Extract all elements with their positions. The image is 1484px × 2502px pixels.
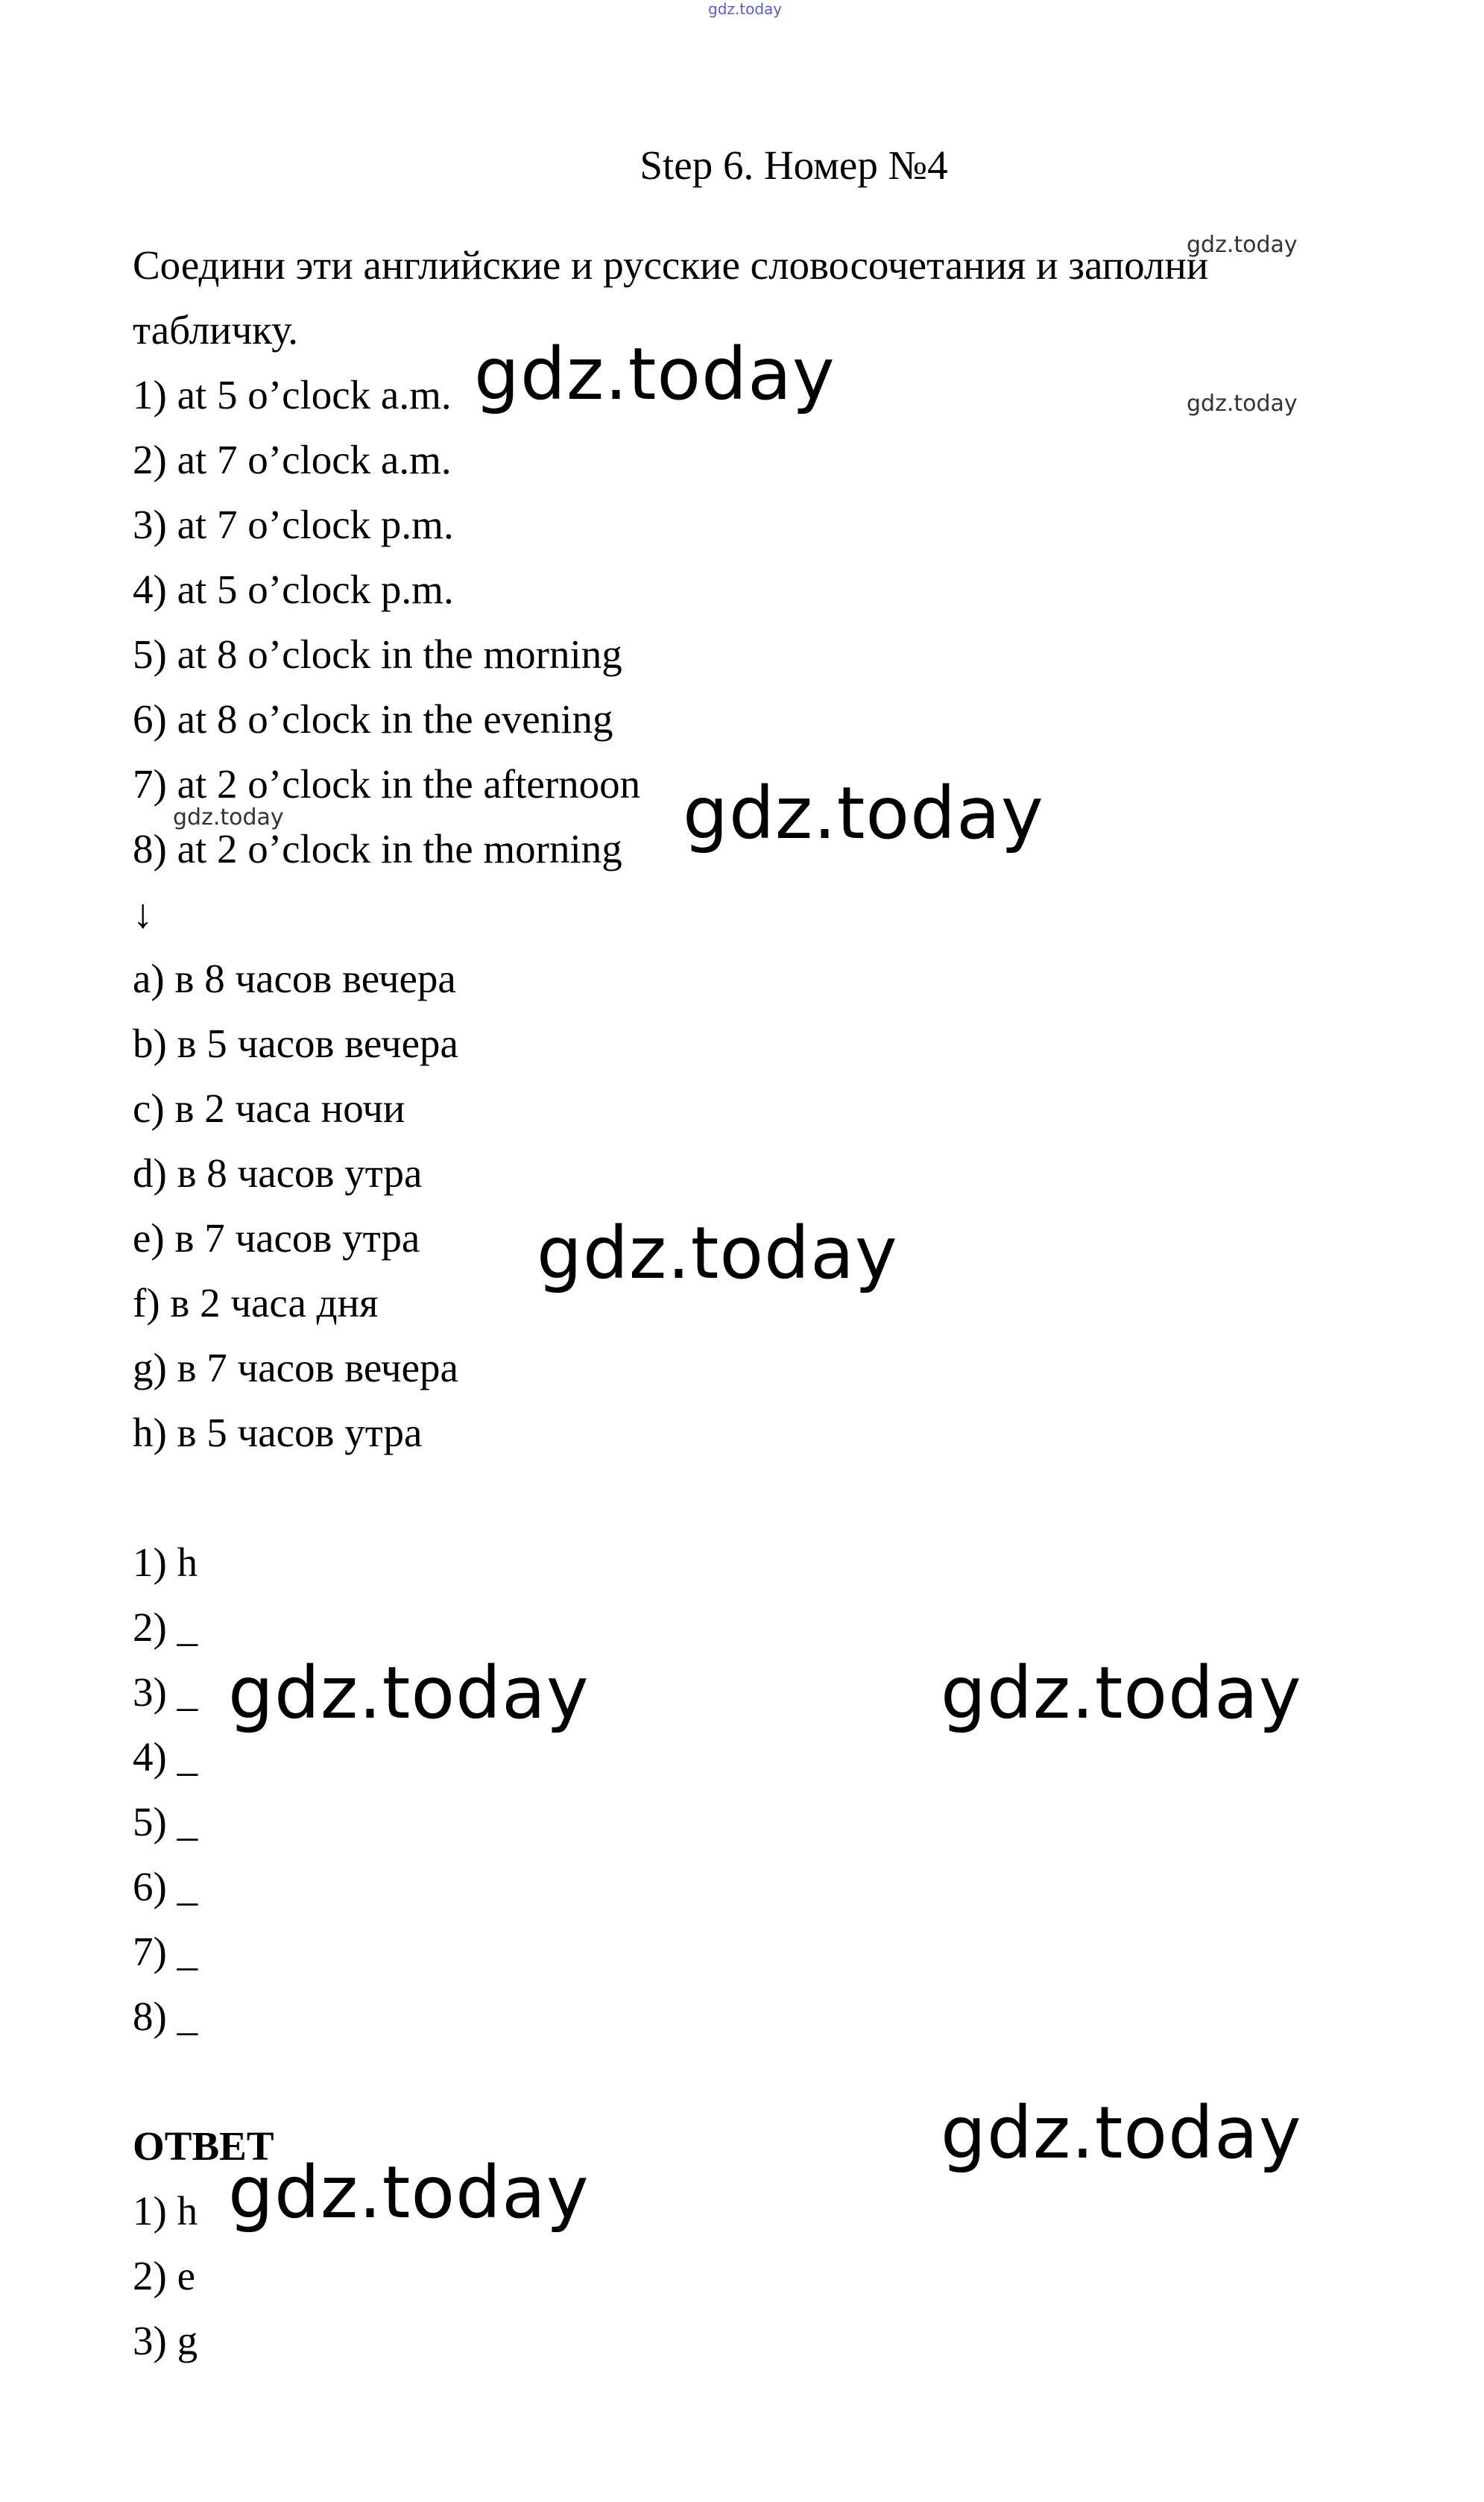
english-item: 6) at 8 o’clock in the evening bbox=[133, 696, 613, 742]
english-item: 2) at 7 o’clock a.m. bbox=[133, 437, 452, 482]
watermark: gdz.today bbox=[941, 1651, 1302, 1735]
table-item: 3) _ bbox=[133, 1669, 198, 1715]
answer-item: 3) g bbox=[133, 2318, 198, 2363]
instruction-line: Соедини эти английские и русские словосочетания и заполни bbox=[133, 242, 1209, 288]
document-body bbox=[133, 233, 1310, 2373]
english-item: 3) at 7 o’clock p.m. bbox=[133, 502, 454, 547]
watermark: gdz.today bbox=[474, 333, 836, 416]
spacer bbox=[133, 1465, 1310, 1530]
table-item: 2) _ bbox=[133, 1604, 198, 1650]
russian-item: h) в 5 часов утра bbox=[133, 1410, 423, 1455]
english-item: 4) at 5 o’clock p.m. bbox=[133, 567, 454, 612]
english-item: 1) at 5 o’clock a.m. bbox=[133, 372, 452, 417]
down-arrow: ↓ bbox=[133, 891, 154, 936]
russian-item: c) в 2 часа ночи bbox=[133, 1085, 405, 1131]
table-item: 8) _ bbox=[133, 1994, 198, 2039]
english-item: 8) at 2 o’clock in the morning bbox=[133, 826, 622, 872]
russian-item: d) в 8 часов утра bbox=[133, 1150, 423, 1196]
english-item: 5) at 8 o’clock in the morning bbox=[133, 631, 622, 677]
watermark: gdz.today bbox=[941, 2091, 1302, 2175]
watermark: gdz.today bbox=[683, 772, 1044, 855]
answer-heading: ОТВЕТ bbox=[133, 2123, 274, 2169]
english-item: 7) at 2 o’clock in the afternoon bbox=[133, 761, 641, 807]
watermark: gdz.today bbox=[1187, 232, 1298, 258]
page-title: Step 6. Номер №4 bbox=[640, 142, 948, 188]
russian-item: f) в 2 часа дня bbox=[133, 1280, 379, 1326]
russian-item: b) в 5 часов вечера bbox=[133, 1021, 458, 1066]
table-item: 7) _ bbox=[133, 1929, 198, 1974]
russian-item: e) в 7 часов утра bbox=[133, 1215, 420, 1261]
watermark: gdz.today bbox=[1187, 391, 1298, 417]
watermark: gdz.today bbox=[228, 1651, 590, 1735]
watermark-top: gdz.today bbox=[708, 0, 783, 18]
watermark: gdz.today bbox=[173, 804, 284, 831]
answer-item: 1) h bbox=[133, 2188, 198, 2234]
watermark: gdz.today bbox=[228, 2151, 590, 2234]
instruction-line: табличку. bbox=[133, 307, 298, 353]
table-item: 5) _ bbox=[133, 1799, 198, 1844]
table-item: 4) _ bbox=[133, 1734, 198, 1780]
watermark: gdz.today bbox=[537, 1211, 898, 1295]
table-item: 1) h bbox=[133, 1540, 198, 1585]
russian-item: a) в 8 часов вечера bbox=[133, 956, 456, 1001]
answer-item: 2) e bbox=[133, 2253, 195, 2298]
russian-item: g) в 7 часов вечера bbox=[133, 1345, 458, 1390]
table-item: 6) _ bbox=[133, 1864, 198, 1909]
